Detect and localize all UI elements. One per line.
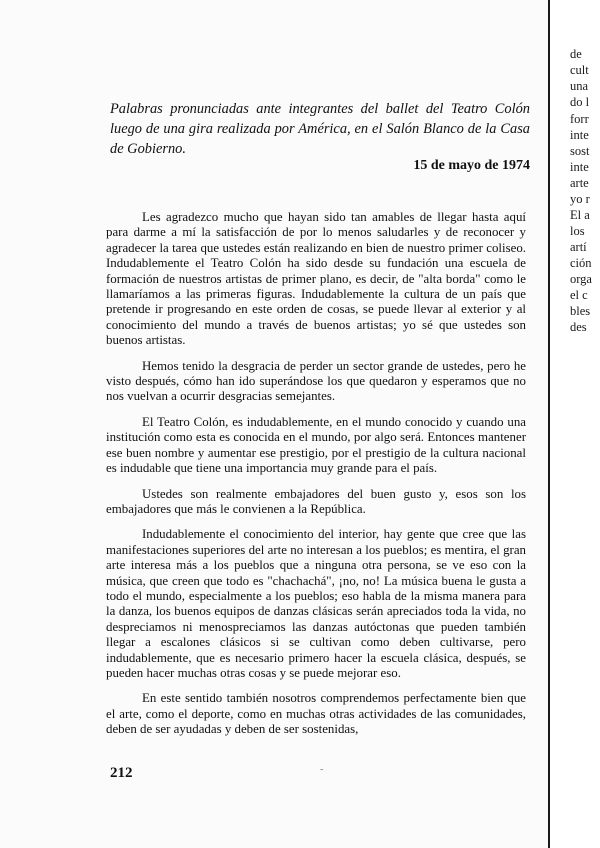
adjacent-page-fragment: una [570, 79, 589, 93]
adjacent-page-fragment: ción [570, 256, 592, 270]
adjacent-page-fragment: des [570, 320, 587, 334]
adjacent-page-fragment: el c [570, 288, 588, 302]
paragraph: Ustedes son realmente embajadores del buen gusto y, esos son los embajadores que más le convienen a la República. [106, 486, 526, 516]
adjacent-page-fragment: yo r [570, 192, 590, 206]
adjacent-page-fragment: El a [570, 208, 590, 222]
page-number: 212 [110, 765, 133, 781]
paragraph: El Teatro Colón, es indudablemente, en el mundo conocido y cuando una institución como esta es conocida en el mundo, por algo será. Entonces mantener ese buen nombre y aumentar ese prestigio, por el prestigio de la cultura nacional es indudable que tiene una importancia muy grande para el país. [106, 414, 526, 476]
adjacent-page-fragment: cult [570, 63, 589, 77]
adjacent-page-fragment: arte [570, 176, 589, 190]
speech-header: Palabras pronunciadas ante integrantes del ballet del Teatro Colón luego de una gira realizada por América, en el Salón Blanco de la Casa de Gobierno. [110, 101, 530, 157]
paragraph: Hemos tenido la desgracia de perder un sector grande de ustedes, pero he visto después, cómo han ido superándose los que quedaron y esperamos que no nos vuelvan a ocurrir desgracias semejantes. [106, 358, 526, 404]
adjacent-page-fragment: de [570, 47, 582, 61]
adjacent-page-fragment: sost [570, 144, 590, 158]
scan-speck: ˜ [320, 768, 324, 779]
adjacent-page-fragment: inte [570, 128, 589, 142]
speech-date: 15 de mayo de 1974 [413, 158, 530, 173]
adjacent-page-fragment: inte [570, 160, 589, 174]
adjacent-page-fragment: forr [570, 112, 589, 126]
paragraph: En este sentido también nosotros comprendemos perfectamente bien que el arte, como el deporte, como en muchas otras actividades de las comunidades, deben de ser ayudadas y deben de ser sostenidas, [106, 691, 526, 737]
adjacent-page-fragment: do l [570, 95, 590, 109]
speech-body [106, 210, 526, 748]
adjacent-page-fragment: los [570, 224, 585, 238]
paragraph: Les agradezco mucho que hayan sido tan amables de llegar hasta aquí para darme a mí la satisfacción de por lo menos saludarles y de reconocer y agradecer la tarea que ustedes están realizando en bien de nuestro primer coliseo. Indudablemente el Teatro Colón ha sido desde su fundación una escuela de formación de nuestros artistas de primer plano, es decir, de "alta borda" como le llamaríamos a las primeras figuras. Indudablemente la cultura de un país que pretende ir progresando en este orden de cosas, se puede llevar al exterior y al conocimiento del mundo a través de buenos artistas; yo sé que ustedes son buenos artistas. [106, 210, 526, 348]
adjacent-page-fragment: artí [570, 240, 587, 254]
adjacent-page-fragment: orga [570, 272, 592, 286]
adjacent-page [548, 0, 600, 848]
adjacent-page-fragment: bles [570, 304, 591, 318]
paragraph: Indudablemente el conocimiento del interior, hay gente que cree que las manifestaciones superiores del arte no interesan a los pueblos; es mentira, el gran arte interesa más a los pueblos que a ninguna otra persona, se ve eso con la música, que creen que todo es "chachachá", ¡no, no! La música buena le gusta a todo el mundo, especialmente a los pueblos; eso habla de la misma manera para la danza, los buenos equipos de danzas clásicas serán apreciados toda la vida, no despreciamos ni menospreciamos las danzas autóctonas que pueden también llegar a escalones clásicos si se cultivan como deben cultivarse, pero indudablemente, que es necesario primero hacer la escuela clásica, después, se pueden hacer muchas otras cosas y se puede mejorar eso. [106, 527, 526, 680]
